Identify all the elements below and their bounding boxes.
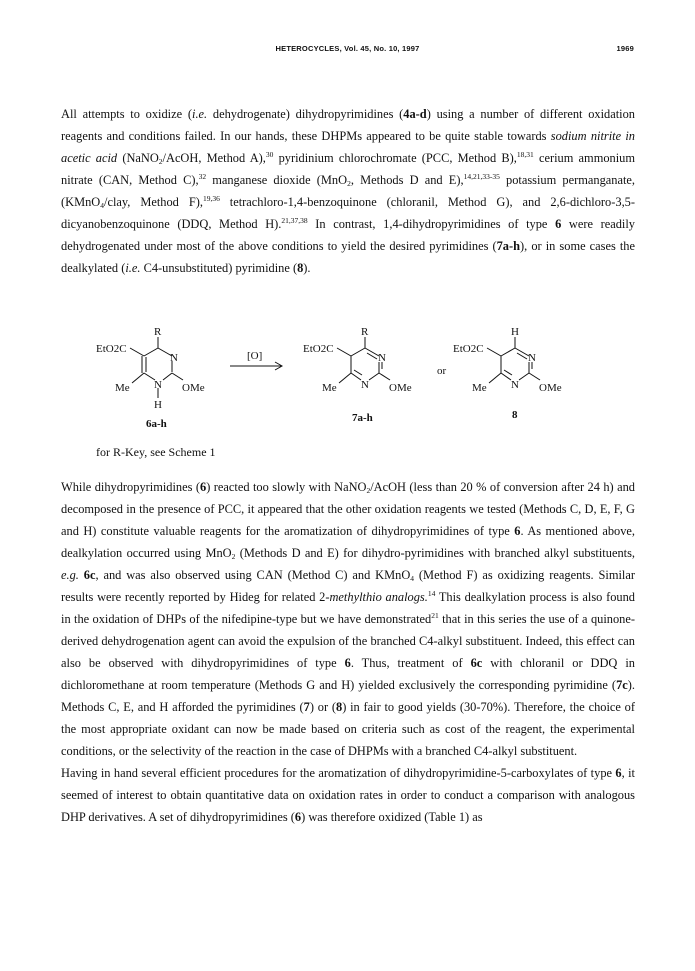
c7-ester-group: EtO2C xyxy=(303,343,334,355)
scheme-drawing xyxy=(60,318,635,443)
compound-8-label: 8 xyxy=(512,409,518,421)
c6-nh-hydrogen: H xyxy=(154,399,162,411)
paragraph-1-text: All attempts to oxidize (i.e. dehydrogenate) dihydropyrimidines (4a-d) using a number of different oxidation reagents and conditions failed. In our hands, these DHPMs appeared to be quite stable towards sodium nitrite in acetic acid (NaNO$_2$/AcOH, Method A),$^{30}$ pyridinium chlorochromate (PCC, Method B),$^{18,31}$ cerium ammonium nitrate (CAN, Method C),$^{32}$ manganese dioxide (MnO$_2$, Methods D and E),$^{14,21,33-35}$ potassium permanganate, (KMnO$_4$/clay, Method F),$^{19,36}$ tetrachloro-1,4-benzoquinone (chloranil, Method G), and 2,6-dichloro-3,5-dicyanobenzoquinone (DDQ, Method H).$^{21,37,38}$ In contrast, 1,4-dihydropyrimidines of type 6 were readily dehydrogenated under most of the above conditions to yield the desired pyrimidines (7a-h), or in some cases the dealkylated (i.e. C4-unsubstituted) pyrimidine (8). xyxy=(61,107,635,275)
c8-n1: N xyxy=(511,379,519,391)
c8-methyl: Me xyxy=(472,382,487,394)
page-number: 1969 xyxy=(616,44,634,53)
c6-methoxy: OMe xyxy=(182,382,205,394)
c7-n1: N xyxy=(361,379,369,391)
c6-n3: N xyxy=(170,352,178,364)
c8-substituent-h: H xyxy=(511,326,519,338)
oxidation-reagent: [O] xyxy=(247,350,263,362)
c7-n3: N xyxy=(378,352,386,364)
paragraph-2 xyxy=(61,476,635,828)
paragraph-2-text: While dihydropyrimidines (6) reacted too slowly with NaNO$_2$/AcOH (less than 20 % of conversion after 24 h) and decomposed in the presence of PCC, it appeared that the other oxidation reagents we tested (Methods C, D, E, F, G and H) constitute valuable reagents for the aromatization of dihydropyrimidines of type 6. As mentioned above, dealkylation occurred using MnO$_2$ (Methods D and E) for dihydro-pyrimidines with branched alkyl substituents, e.g. 6c, and was also observed using CAN (Method C) and KMnO$_4$ (Method F) as oxidizing reagents. Similar results were recently reported by Hideg for related 2-methylthio analogs.$^{14}$ This dealkylation process is also found in the oxidation of DHPs of the nifedipine-type but we have demonstrated$^{21}$ that in this series the use of a quinone-derived dehydrogenation agent can avoid the expulsion of the branched C4-alkyl substituent. Indeed, this effect can also be observed with dihydropyrimidines of type 6. Thus, treatment of 6c with chloranil or DDQ in dichloromethane at room temperature (Methods G and H) yielded exclusively the corresponding pyrimidine (7c). Methods C, E, and H afforded the pyrimidines (7) or (8) in fair to good yields (30-70%). Therefore, the choice of the most appropriate oxidant can now be made based on criteria such as cost of the reagent, the experimental conditions, or the selectivity of the reaction in the case of DHPMs with a branched C4-alkyl substituent. xyxy=(61,480,635,758)
paragraph-1 xyxy=(61,103,635,279)
compound-7-label: 7a-h xyxy=(352,412,373,424)
c6-substituent-r: R xyxy=(154,326,162,338)
c7-methoxy: OMe xyxy=(389,382,412,394)
c6-n1: N xyxy=(154,379,162,391)
paragraph-3-text: Having in hand several efficient procedures for the aromatization of dihydropyrimidine-5-carboxylates of type 6, it seemed of interest to obtain quantitative data on oxidation rates in order to conduct a comparison with analogous DHP derivatives. A set of dihydropyrimidines (6) was therefore oxidized (Table 1) as xyxy=(61,766,635,824)
compound-6-label: 6a-h xyxy=(146,418,167,430)
c8-n3: N xyxy=(528,352,536,364)
running-header xyxy=(0,44,695,58)
c7-substituent-r: R xyxy=(361,326,369,338)
c7-methyl: Me xyxy=(322,382,337,394)
c6-ester-group: EtO2C xyxy=(96,343,127,355)
or-label: or xyxy=(437,365,447,377)
journal-citation: HETEROCYCLES, Vol. 45, No. 10, 1997 xyxy=(275,44,420,53)
c8-ester-group: EtO2C xyxy=(453,343,484,355)
scheme-caption: for R-Key, see Scheme 1 xyxy=(96,445,216,459)
c6-methyl: Me xyxy=(115,382,130,394)
c8-methoxy: OMe xyxy=(539,382,562,394)
